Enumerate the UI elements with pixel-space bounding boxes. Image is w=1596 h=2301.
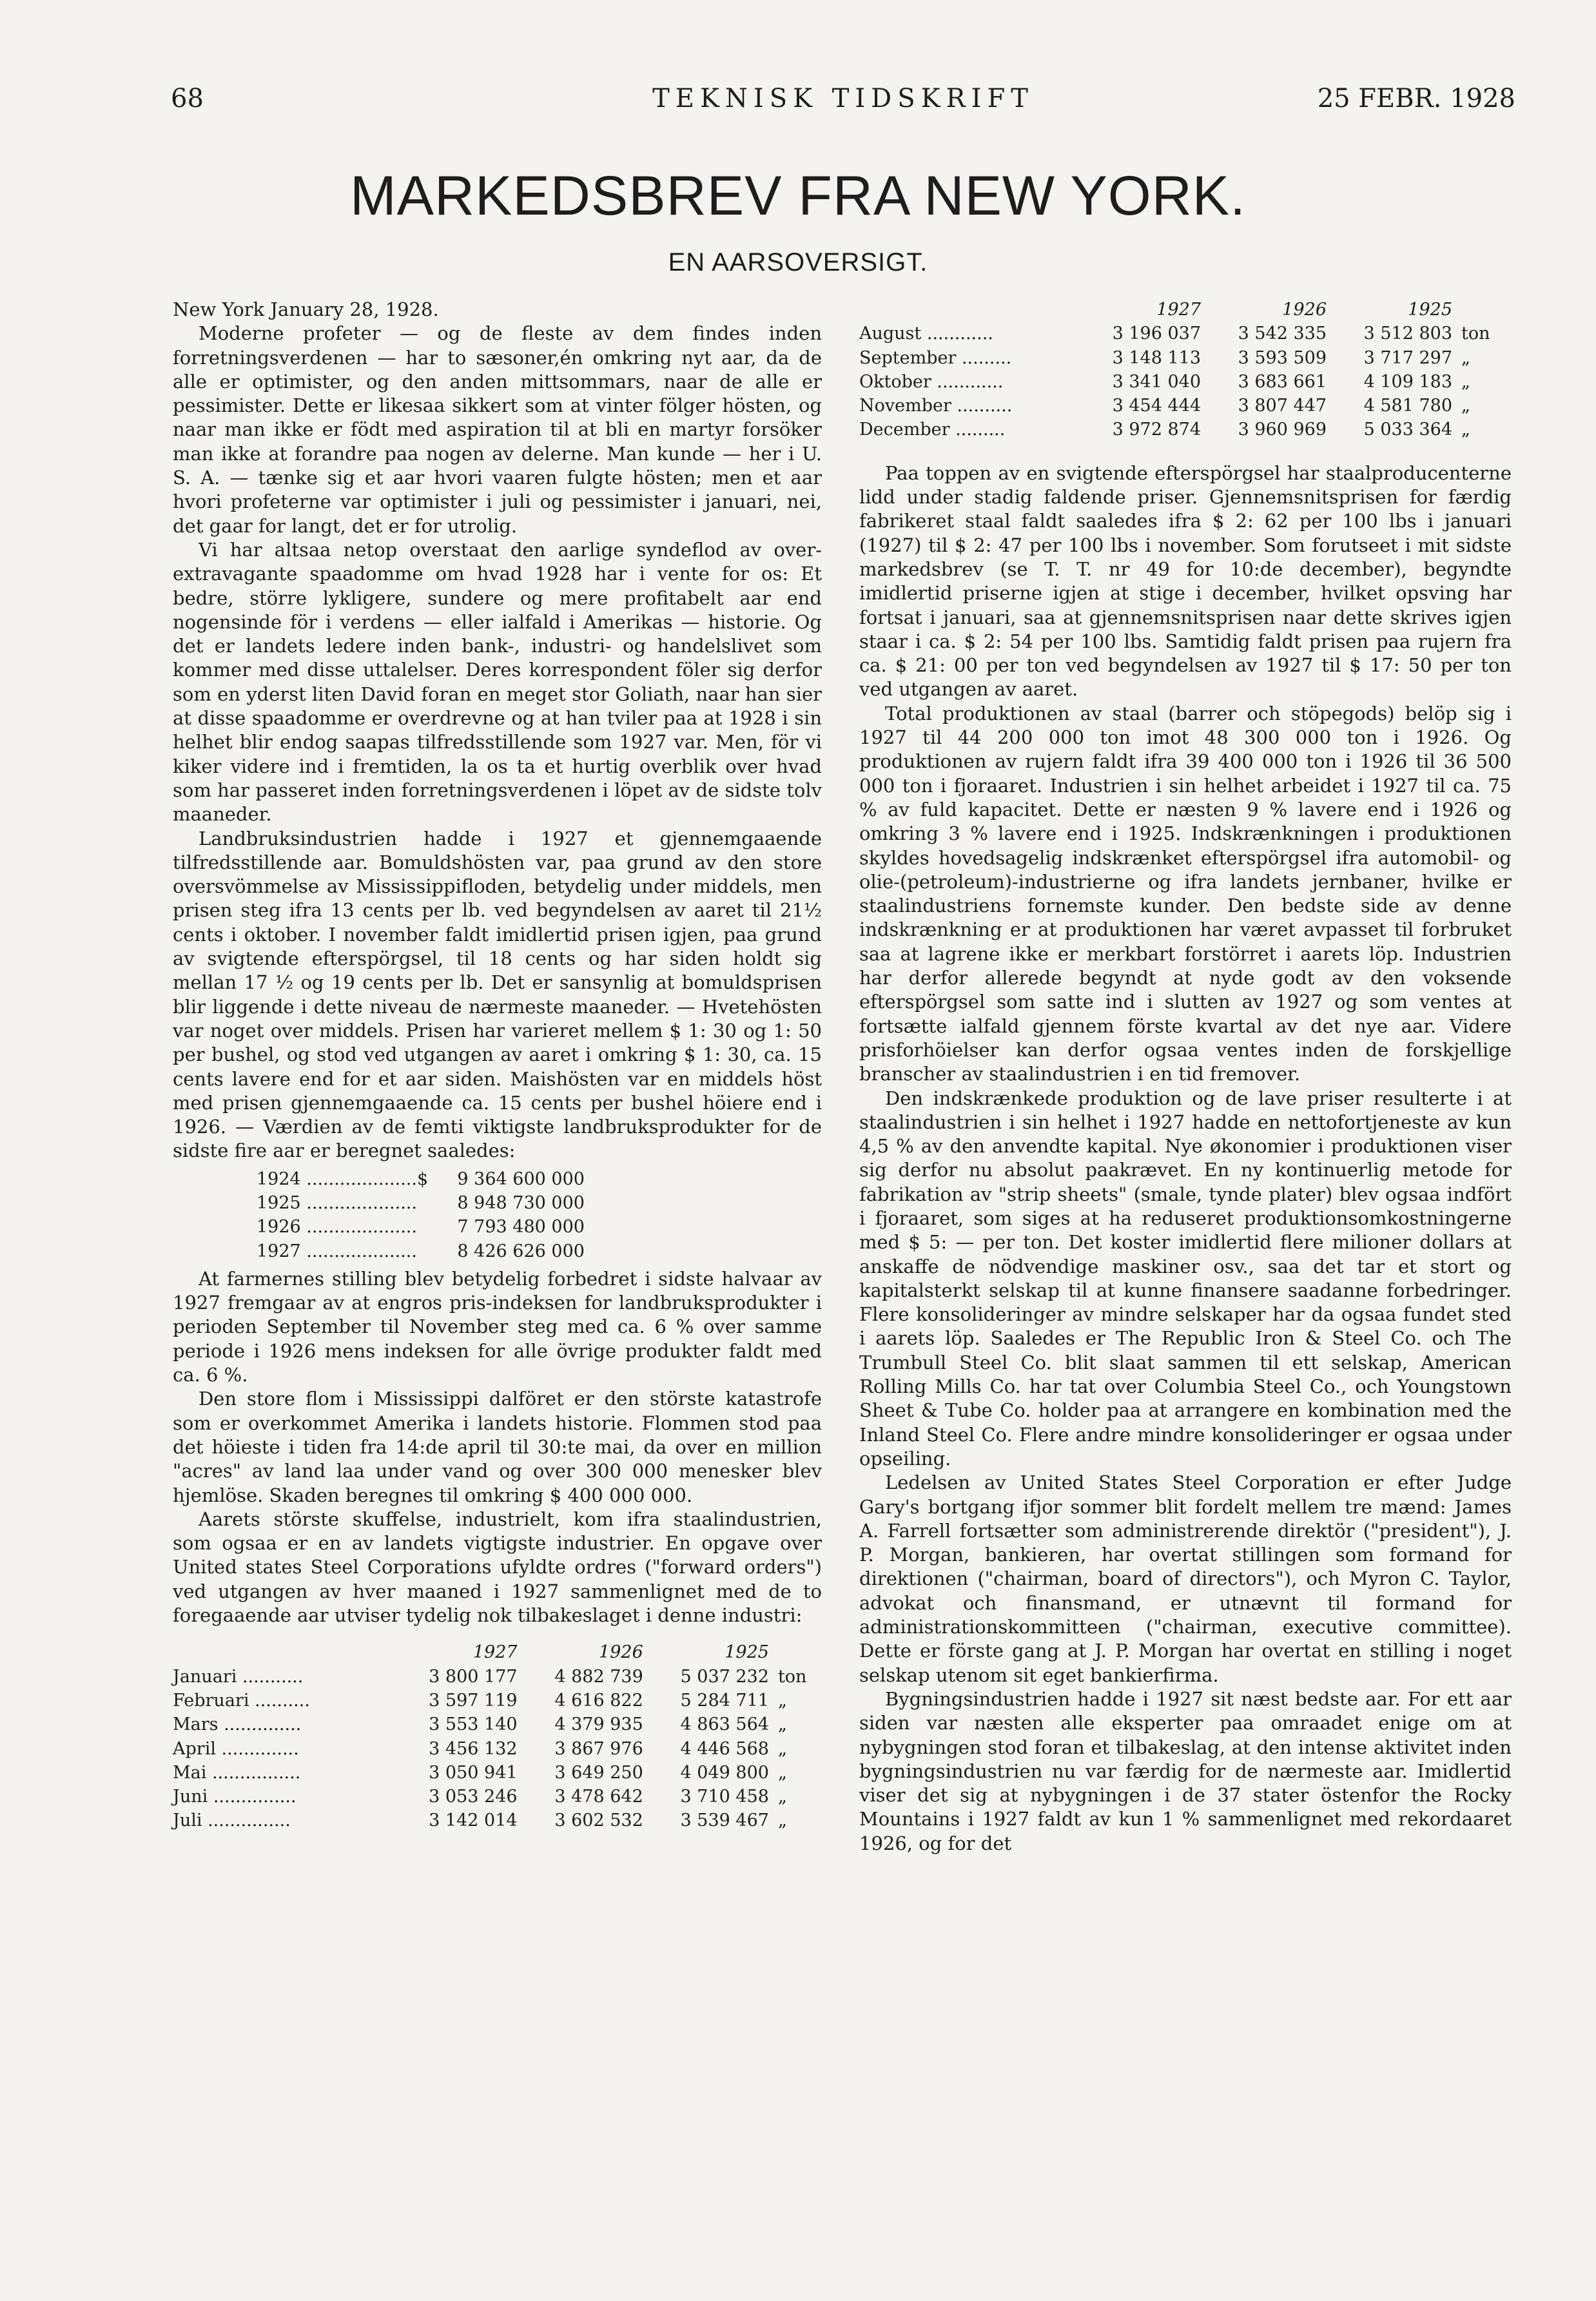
month-cell: Februari .......... <box>173 1690 310 1711</box>
right-column <box>859 298 1512 1856</box>
journal-title: TEKNISK TIDSKRIFT <box>652 84 1034 113</box>
year-cell: 1924 .................... <box>257 1169 417 1189</box>
header-cell <box>173 1640 391 1664</box>
unit-cell: ton <box>1461 324 1490 344</box>
issue-date: 25 FEBR. 1928 <box>1317 84 1515 113</box>
value-cell: 3 148 113 <box>1112 347 1201 368</box>
page-number: 68 <box>171 84 204 113</box>
month-cell: September ......... <box>859 347 1012 368</box>
table-row <box>173 1713 822 1736</box>
value-cell: 3 142 014 <box>429 1811 518 1831</box>
table-row <box>859 370 1510 394</box>
value-cell: 4 863 564 <box>680 1714 769 1735</box>
table-header-row <box>859 298 1510 322</box>
table-row <box>859 394 1510 418</box>
table-row <box>257 1215 585 1239</box>
unit-cell: „ <box>1461 396 1470 416</box>
value-cell: 3 512 803 <box>1363 324 1452 344</box>
value-cell: 4 882 739 <box>554 1666 643 1687</box>
value-cell: 3 341 040 <box>1112 371 1201 392</box>
month-cell: Mars .............. <box>173 1714 302 1735</box>
value-cell: 4 581 780 <box>1363 396 1452 416</box>
article-subtitle: EN AARSOVERSIGT. <box>668 248 928 277</box>
value-cell: 3 710 458 <box>680 1787 769 1807</box>
currency-cell: $ <box>416 1169 429 1189</box>
orders-table-left <box>173 1640 822 1832</box>
table-row <box>173 1809 822 1832</box>
month-cell: Januari ........... <box>173 1666 304 1687</box>
unit-cell: „ <box>777 1714 787 1735</box>
year-cell: 1927 .................... <box>257 1241 417 1261</box>
running-head <box>171 84 1515 122</box>
value-cell: 4 616 822 <box>554 1690 643 1711</box>
value-cell: 3 972 874 <box>1112 420 1201 440</box>
header-cell: 1926 <box>599 1642 643 1663</box>
table-row <box>859 346 1510 370</box>
paragraph: Den indskrænkede produktion og de lave priser resulterte i at staalindustrien i sin helhet i 1927 hadde en nettofortjeneste av kun 4,5 % av den anvendte kapital. Nye økonomier i produktionen viser sig derfor nu absolut paakrævet. En ny kontinuerlig metode for fabrikation av "strip sheets" (smale, tynde plater) blev ogsaa indfört i fjoraaret, som siges at ha reduseret produktionsomkostningerne med $ 5: — per ton. Det koster imidlertid flere milioner dollars at anskaffe de nödvendige maskiner osv., saa det tar et stort og kapitalsterkt selskap til at kunne finansere saadanne forbedringer. Flere konsolideringer av mindre selskaper har da ogsaa fundet sted i aarets löp. Saaledes er The Republic Iron & Steel Co. och The Trumbull Steel Co. blit slaat sammen til ett selskap, American Rolling Mills Co. har tat over Columbia Steel Co., och Youngstown Sheet & Tube Co. holder paa at arrangere en kombination med the Inland Steel Co. Flere andre mindre konsolideringer er ogsaa under opseiling. <box>859 1087 1512 1470</box>
table-row <box>173 1737 822 1761</box>
month-cell: December ......... <box>859 420 1006 440</box>
unit-cell: „ <box>777 1762 787 1783</box>
month-cell: Juni ............... <box>173 1787 297 1807</box>
currency-cell <box>417 1239 436 1263</box>
month-cell: November .......... <box>859 396 1013 416</box>
value-cell: 3 478 642 <box>554 1787 643 1807</box>
value-cell: 3 717 297 <box>1363 347 1452 368</box>
table-row <box>173 1689 822 1713</box>
unit-cell: „ <box>777 1787 787 1807</box>
year-cell: 1926 .................... <box>257 1217 417 1238</box>
table-row <box>859 322 1510 345</box>
value-cell: 5 037 232 <box>680 1666 769 1687</box>
value-cell: 4 446 568 <box>680 1738 769 1759</box>
value-cell: 9 364 600 000 <box>457 1169 585 1189</box>
paragraph: At farmernes stilling blev betydelig forbedret i sidste halvaar av 1927 fremgaar av at engros pris-indeksen for landbruksprodukter i perioden September til November steg med ca. 6 % over samme periode i 1926 mens indeksen for alle övrige produkter faldt med ca. 6 %. <box>173 1267 822 1386</box>
paragraph: Moderne profeter — og de fleste av dem findes inden forretningsverdenen — har to sæsoner,én omkring nyt aar, da de alle er optimister, og den anden mittsommars, naar de alle er pessimister. Dette er likesaa sikkert som at vinter fölger hösten, og naar man ikke er födt med aspiration til at bli en martyr forsöker man ikke at forandre paa nogen av delerne. Man kunde — her i U. S. A. — tænke sig et aar hvori vaaren fulgte hösten; men et aar hvori profeterne var optimister i juli og pessimister i januari, nei, det gaar for langt, det er for utrolig. <box>173 322 822 537</box>
value-cell: 3 807 447 <box>1238 396 1327 416</box>
value-cell: 3 553 140 <box>429 1714 518 1735</box>
table-row <box>257 1167 585 1191</box>
value-cell: 3 960 969 <box>1238 420 1327 440</box>
month-cell: Mai ................ <box>173 1762 301 1783</box>
paragraph: Den store flom i Mississippi dalföret er den störste katastrofe som er overkommet Amerika i landets historie. Flommen stod paa det höieste i tiden fra 14:de april til 30:te mai, da over en million "acres" av land laa under vand og over 300 000 menesker blev hjemlöse. Skaden beregnes til omkring $ 400 000 000. <box>173 1388 822 1506</box>
table-row <box>859 418 1510 442</box>
unit-cell: „ <box>1461 371 1470 392</box>
value-cell: 5 284 711 <box>680 1690 769 1711</box>
value-cell: 5 033 364 <box>1363 420 1452 440</box>
value-cell: 3 683 661 <box>1238 371 1327 392</box>
header-cell: 1926 <box>1282 300 1327 320</box>
paragraph: Landbruksindustrien hadde i 1927 et gjennemgaaende tilfredsstillende aar. Bomuldshösten var, paa grund av den store oversvömmelse av Mississippifloden, betydelig under middels, men prisen steg ifra 13 cents per lb. ved begyndelsen av aaret til 21½ cents i oktober. I november faldt imidlertid prisen igjen, paa grund av svigtende efterspörgsel, til 18 cents og har siden holdt sig mellan 17 ½ og 19 cents per lb. Det er sansynlig at bomuldsprisen blir liggende i dette niveau de nærmeste maaneder. — Hvetehösten var noget over middels. Prisen har varieret mellem $ 1: 30 og 1: 50 per bushel, og stod ved utgangen av aaret i omkring $ 1: 30, ca. 15 cents lavere end for et aar siden. Maishösten var en middels höst med prisen gjennemgaaende ca. 15 cents per bushel höiere end i 1926. — Værdien av de femti viktigste landbruksprodukter for de sidste fire aar er beregnet saaledes: <box>173 827 822 1162</box>
value-cell: 4 109 183 <box>1363 371 1452 392</box>
paragraph: Bygningsindustrien hadde i 1927 sit næst bedste aar. For ett aar siden var næsten alle eksperter paa omraadet enige om at nybygningen stod foran et tilbakeslag, at den intense aktivitet inden bygningsindustrien nu var færdig for de nærmeste aar. Imidlertid viser det sig at nybygningen i de 37 stater östenfor the Rocky Mountains i 1927 faldt av kun 1 % sammenlignet med rekordaaret 1926, og for det <box>859 1687 1512 1854</box>
value-cell: 3 800 177 <box>429 1666 518 1687</box>
unit-cell: „ <box>777 1738 787 1759</box>
value-cell: 3 539 467 <box>680 1811 769 1831</box>
header-cell: 1925 <box>1408 300 1452 320</box>
table-row <box>257 1239 585 1263</box>
crop-values-table <box>257 1167 585 1263</box>
month-cell: Oktober ............ <box>859 371 1004 392</box>
paragraph: Paa toppen av en svigtende efterspörgsel har staalproducenterne lidd under stadig faldende priser. Gjennemsnitsprisen for færdig fabrikeret staal faldt saaledes ifra $ 2: 62 per 100 lbs i januari (1927) til $ 2: 47 per 100 lbs i november. Som forutseet i mit sidste markedsbrev (se T. T. nr 49 for 10:de december), begyndte imidlertid priserne igjen at stige i december, hvilket opsving har fortsat i januari, saa at gjennemsnitsprisen naar dette skrives igjen staar i ca. $ 2: 54 per 100 lbs. Samtidig faldt prisen paa rujern fra ca. $ 21: 00 per ton ved begyndelsen av 1927 til $ 17: 50 per ton ved utgangen av aaret. <box>859 461 1512 701</box>
paragraph: Total produktionen av staal (barrer och stöpegods) belöp sig i 1927 til 44 200 000 ton imot 48 300 000 ton i 1926. Og produktionen av rujern faldt ifra 39 400 000 ton i 1926 til 36 500 000 ton i fjoraaret. Industrien i sin helhet arbeidet i 1927 til ca. 75 % av fuld kapacitet. Dette er næsten 9 % lavere end i 1926 og omkring 3 % lavere end i 1925. Indskrænkningen i produktionen skyldes hovedsagelig indskrænket efterspörgsel ifra automobil- og olie-(petroleum)-industrierne og ifra landets jernbaner, hvilke er staalindustriens fornemste kunder. Den bedste side av denne indskrænkning er at produktionen har været avpasset til forbruket saa at lagrene ikke er merkbart forstörret i aarets löp. Industrien har derfor allerede begyndt at nyde godt av den voksende efterspörgsel som satte ind i slutten av 1927 og som ventes at fortsætte ialfald gjennem förste kvartal av det nye aar. Videre prisforhöielser kan derfor ogsaa ventes inden de forskjellige branscher av staalindustrien i en tid fremover. <box>859 702 1512 1085</box>
value-cell: 3 649 250 <box>554 1762 643 1783</box>
value-cell: 3 867 976 <box>554 1738 643 1759</box>
paragraph: Aarets störste skuffelse, industrielt, kom ifra staalindustrien, som ogsaa er en av landets vigtigste industrier. En opgave over United states Steel Corporations ufyldte ordres ("forward orders") ved utgangen av hver maaned i 1927 sammenlignet med de to foregaaende aar utviser tydelig nok tilbakeslaget i denne industri: <box>173 1508 822 1627</box>
value-cell: 3 454 444 <box>1112 396 1201 416</box>
header-cell <box>769 1640 822 1664</box>
value-cell: 3 050 941 <box>429 1762 518 1783</box>
value-cell: 3 053 246 <box>429 1787 518 1807</box>
value-cell: 8 426 626 000 <box>457 1241 585 1261</box>
dateline: New York January 28, 1928. <box>173 298 439 320</box>
spacer <box>173 1627 822 1640</box>
currency-cell <box>417 1191 436 1215</box>
value-cell: 3 593 509 <box>1238 347 1327 368</box>
header-cell <box>859 298 1075 322</box>
unit-cell: „ <box>1461 420 1470 440</box>
unit-cell: ton <box>777 1666 807 1687</box>
value-cell: 3 196 037 <box>1112 324 1201 344</box>
table-row <box>173 1785 822 1809</box>
table-row <box>173 1665 822 1689</box>
value-cell: 4 379 935 <box>554 1714 643 1735</box>
header-cell: 1927 <box>472 1642 518 1663</box>
value-cell: 4 049 800 <box>680 1762 769 1783</box>
value-cell: 3 602 532 <box>554 1811 643 1831</box>
left-column <box>173 298 822 1833</box>
value-cell: 3 542 335 <box>1238 324 1327 344</box>
orders-table-right <box>859 298 1510 442</box>
table-header-row <box>173 1640 822 1664</box>
month-cell: April .............. <box>173 1738 299 1759</box>
month-cell: Juli ............... <box>173 1811 291 1831</box>
value-cell: 7 793 480 000 <box>457 1217 585 1238</box>
header-cell <box>1452 298 1510 322</box>
unit-cell: „ <box>777 1811 787 1831</box>
article-title: MARKEDSBREV FRA NEW YORK. <box>349 165 1247 227</box>
year-cell: 1925 .................... <box>257 1192 417 1213</box>
header-cell: 1927 <box>1156 300 1201 320</box>
value-cell: 3 456 132 <box>429 1738 518 1759</box>
unit-cell: „ <box>777 1690 787 1711</box>
unit-cell: „ <box>1461 347 1470 368</box>
header-cell: 1925 <box>725 1642 769 1663</box>
value-cell: 3 597 119 <box>429 1690 518 1711</box>
paragraph: Ledelsen av United States Steel Corporation er efter Judge Gary's bortgang ifjor sommer blit fordelt mellem tre mænd: James A. Farrell fortsætter som administrerende direktör ("president"), J. P. Morgan, bankieren, har overtat stillingen som formand for direktionen ("chairman, board of directors"), och Myron C. Taylor, advokat och finansmand, er utnævnt til formand for administrationskommitteen ("chairman, executive committee). Dette er förste gang at J. P. Morgan har overtat en stilling i noget selskap utenom sit eget bankierfirma. <box>859 1471 1512 1686</box>
paragraph: Vi har altsaa netop overstaat den aarlige syndeflod av over-extravagante spaadomme om hvad 1928 har i vente for os: Et bedre, större lykligere, sundere og mere profitabelt aar end nogensinde för i verdens — eller ialfald i Amerikas — historie. Og det er landets ledere inden bank-, industri- og handelslivet som kommer med disse uttalelser. Deres korrespondent föler sig derfor som en yderst liten David foran en meget stor Goliath, naar han sier at disse spaadomme er overdrevne og at han tviler paa at 1928 i sin helhet blir endog saapas tilfredsstillende som 1927 var. Men, för vi kiker videre ind i fremtiden, la os ta et hurtig overblik over hvad som har passeret inden forretningsverdenen i löpet av de sidste tolv maaneder. <box>173 538 822 826</box>
table-row <box>257 1191 585 1215</box>
value-cell: 8 948 730 000 <box>457 1192 585 1213</box>
table-row <box>173 1761 822 1785</box>
currency-cell <box>417 1215 436 1239</box>
month-cell: August ............ <box>859 324 993 344</box>
spacer <box>859 442 1512 461</box>
